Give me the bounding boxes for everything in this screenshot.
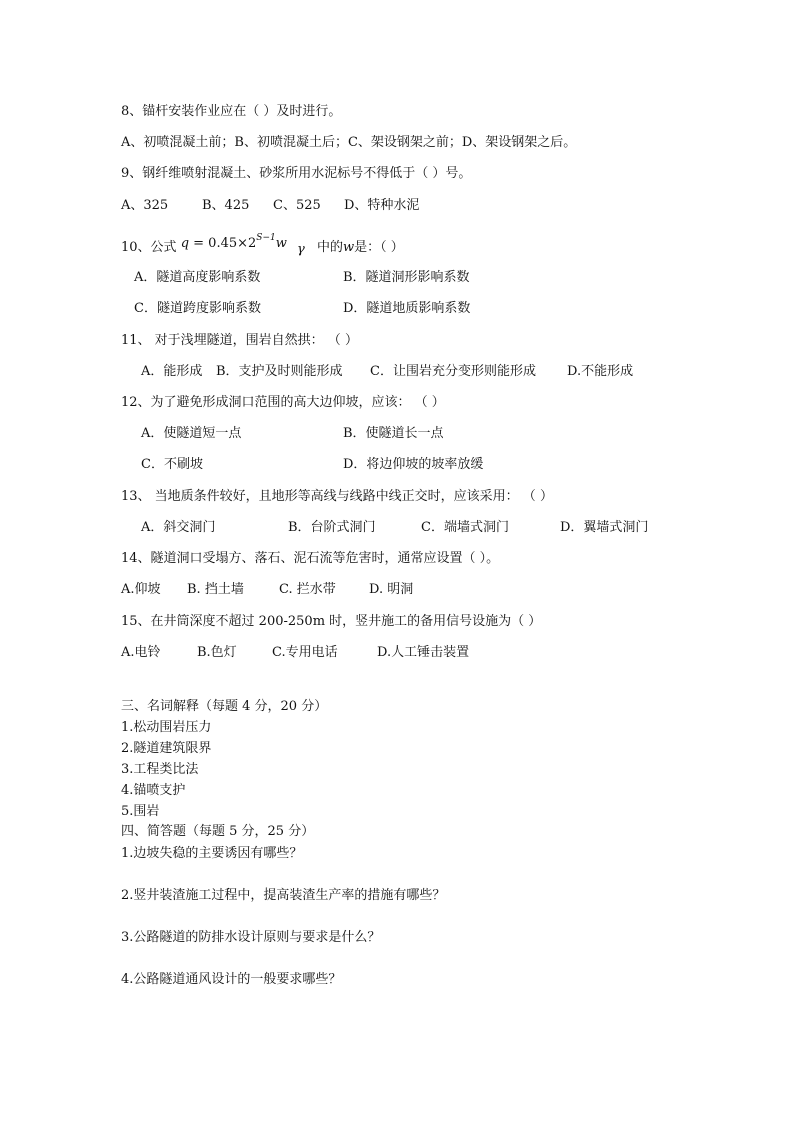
- section-3-item: 2.隧道建筑限界: [121, 741, 212, 756]
- question-15-option-d: D.人工锤击装置: [377, 645, 470, 660]
- question-11-option-b: B．支护及时则能形成: [216, 364, 343, 379]
- question-13-option-d: D．翼墙式洞门: [560, 520, 649, 535]
- question-9-option-c: C、525: [273, 198, 321, 213]
- question-8-stem: 8、锚杆安装作业应在（ ）及时进行。: [121, 104, 342, 119]
- question-10-option-d: D．隧道地质影响系数: [343, 301, 471, 316]
- question-11-option-a: A．能形成: [141, 364, 203, 379]
- question-14-option-d: D. 明洞: [369, 582, 414, 597]
- formula-eq: = 0.45×2: [189, 236, 257, 251]
- question-10-option-a: A．隧道高度影响系数: [134, 270, 261, 285]
- question-12-option-b: B．使隧道长一点: [343, 426, 444, 441]
- section-4-item: 3.公路隧道的防排水设计原则与要求是什么？: [121, 930, 381, 945]
- section-3-title: 三、名词解释（每题 4 分，20 分）: [121, 699, 328, 714]
- question-14-option-a: A.仰坡: [121, 582, 161, 597]
- section-4-item: 4.公路隧道通风设计的一般要求哪些？: [121, 972, 342, 987]
- question-12-stem: 12、为了避免形成洞口范围的高大边仰坡，应该： （ ）: [121, 395, 445, 410]
- formula-gamma: γ: [297, 242, 305, 257]
- question-9-option-b: B、425: [202, 198, 250, 213]
- question-15-option-b: B.色灯: [197, 645, 237, 660]
- question-14-option-c: C. 拦水带: [279, 582, 336, 597]
- question-10-option-c: C．隧道跨度影响系数: [134, 301, 261, 316]
- formula-exponent: S−1: [256, 233, 276, 243]
- section-4-item: 2.竖井装渣施工过程中，提高装渣生产率的措施有哪些？: [121, 888, 446, 903]
- question-8-options: A、初喷混凝土前；B、初喷混凝土后；C、架设钢架之前；D、架设钢架之后。: [121, 135, 577, 150]
- formula-q: q: [180, 236, 190, 251]
- section-3-item: 1.松动围岩压力: [121, 720, 212, 735]
- question-14-option-b: B. 挡土墙: [187, 582, 244, 597]
- question-10-prefix: 10、公式: [121, 240, 177, 255]
- question-11-option-d: D.不能形成: [567, 364, 634, 379]
- section-3-item: 4.锚喷支护: [121, 783, 186, 798]
- question-10-suffix: 是：（ ）: [354, 240, 404, 255]
- question-10-option-b: B．隧道洞形影响系数: [343, 270, 470, 285]
- question-12-option-d: D．将边仰坡的坡率放缓: [343, 457, 484, 472]
- section-3-item: 5.围岩: [121, 804, 160, 819]
- question-13-option-b: B．台阶式洞门: [288, 520, 376, 535]
- section-4-item: 1.边坡失稳的主要诱因有哪些？: [121, 846, 303, 861]
- question-13-stem: 13、 当地质条件较好，且地形等高线与线路中线正交时，应该采用： （ ）: [121, 489, 553, 504]
- question-10-middle: 中的: [316, 240, 343, 255]
- question-10-var: w: [342, 240, 355, 255]
- question-14-stem: 14、隧道洞口受塌方、落石、泥石流等危害时，通常应设置（ ）。: [121, 551, 500, 566]
- question-11-option-c: C．让围岩充分变形则能形成: [370, 364, 536, 379]
- formula: [180, 233, 287, 251]
- question-9-stem: 9、钢纤维喷射混凝土、砂浆所用水泥标号不得低于（ ）号。: [121, 166, 472, 181]
- formula-w: w: [275, 236, 287, 251]
- question-12-option-c: C．不刷坡: [141, 457, 203, 472]
- question-13-option-c: C．端墙式洞门: [421, 520, 509, 535]
- question-12-option-a: A．使隧道短一点: [141, 426, 242, 441]
- section-4-title: 四、简答题（每题 5 分，25 分）: [121, 824, 315, 839]
- question-15-option-c: C.专用电话: [272, 645, 338, 660]
- section-3-item: 3.工程类比法: [121, 762, 199, 777]
- question-9-option-a: A、325: [121, 198, 169, 213]
- question-10-stem: [121, 233, 404, 257]
- question-13-option-a: A．斜交洞门: [141, 520, 216, 535]
- question-9-option-d: D、特种水泥: [344, 198, 420, 213]
- question-15-stem: 15、在井筒深度不超过 200-250m 时，竖井施工的备用信号设施为（ ）: [121, 614, 542, 629]
- question-15-option-a: A.电铃: [121, 645, 161, 660]
- question-11-stem: 11、 对于浅埋隧道，围岩自然拱： （ ）: [121, 333, 358, 348]
